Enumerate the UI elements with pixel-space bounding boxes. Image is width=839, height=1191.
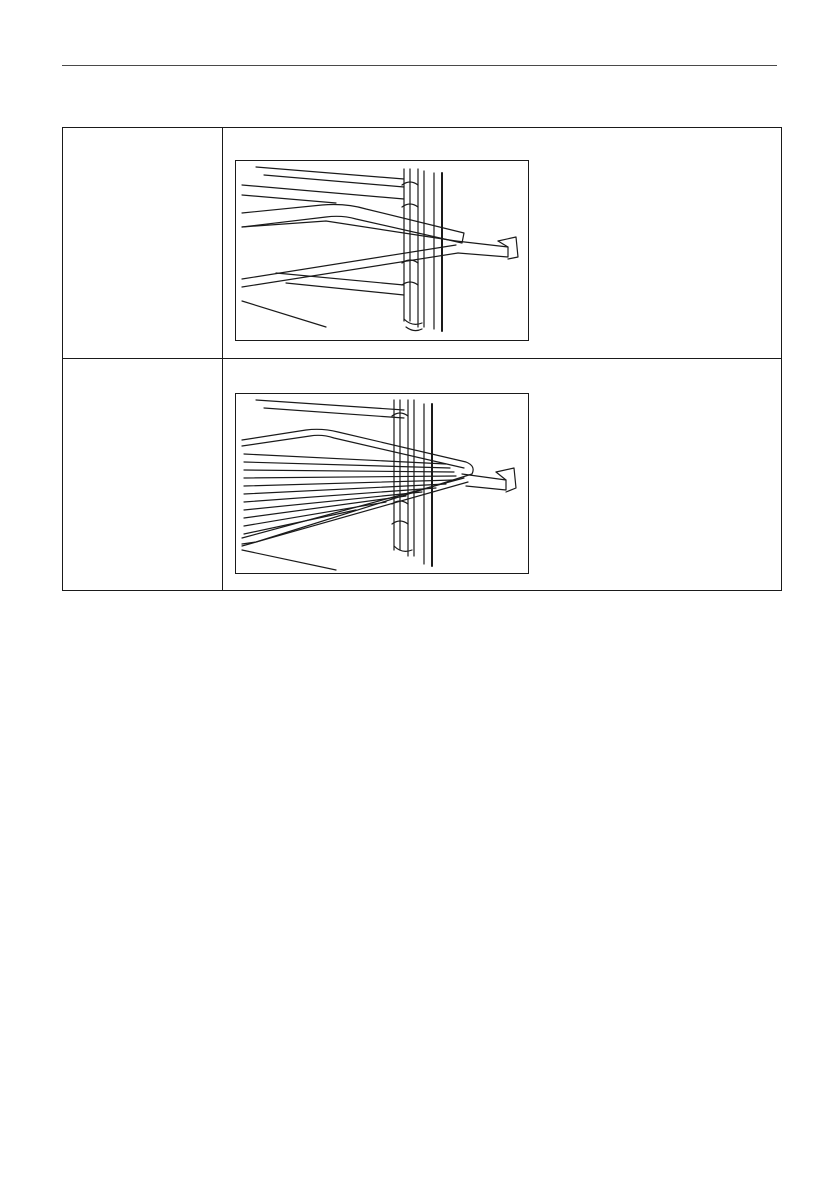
accessory-label-cell bbox=[63, 128, 223, 359]
illustration-cell bbox=[223, 359, 782, 591]
accessory-label-cell bbox=[63, 359, 223, 591]
header-rule bbox=[62, 65, 777, 66]
accessory-insertion-table bbox=[62, 127, 782, 591]
table-row bbox=[63, 359, 782, 591]
tray-on-shelf-supports-illustration bbox=[235, 160, 529, 341]
wire-shelf-on-shelf-supports-illustration bbox=[235, 393, 529, 574]
table-row bbox=[63, 128, 782, 359]
illustration-cell bbox=[223, 128, 782, 359]
